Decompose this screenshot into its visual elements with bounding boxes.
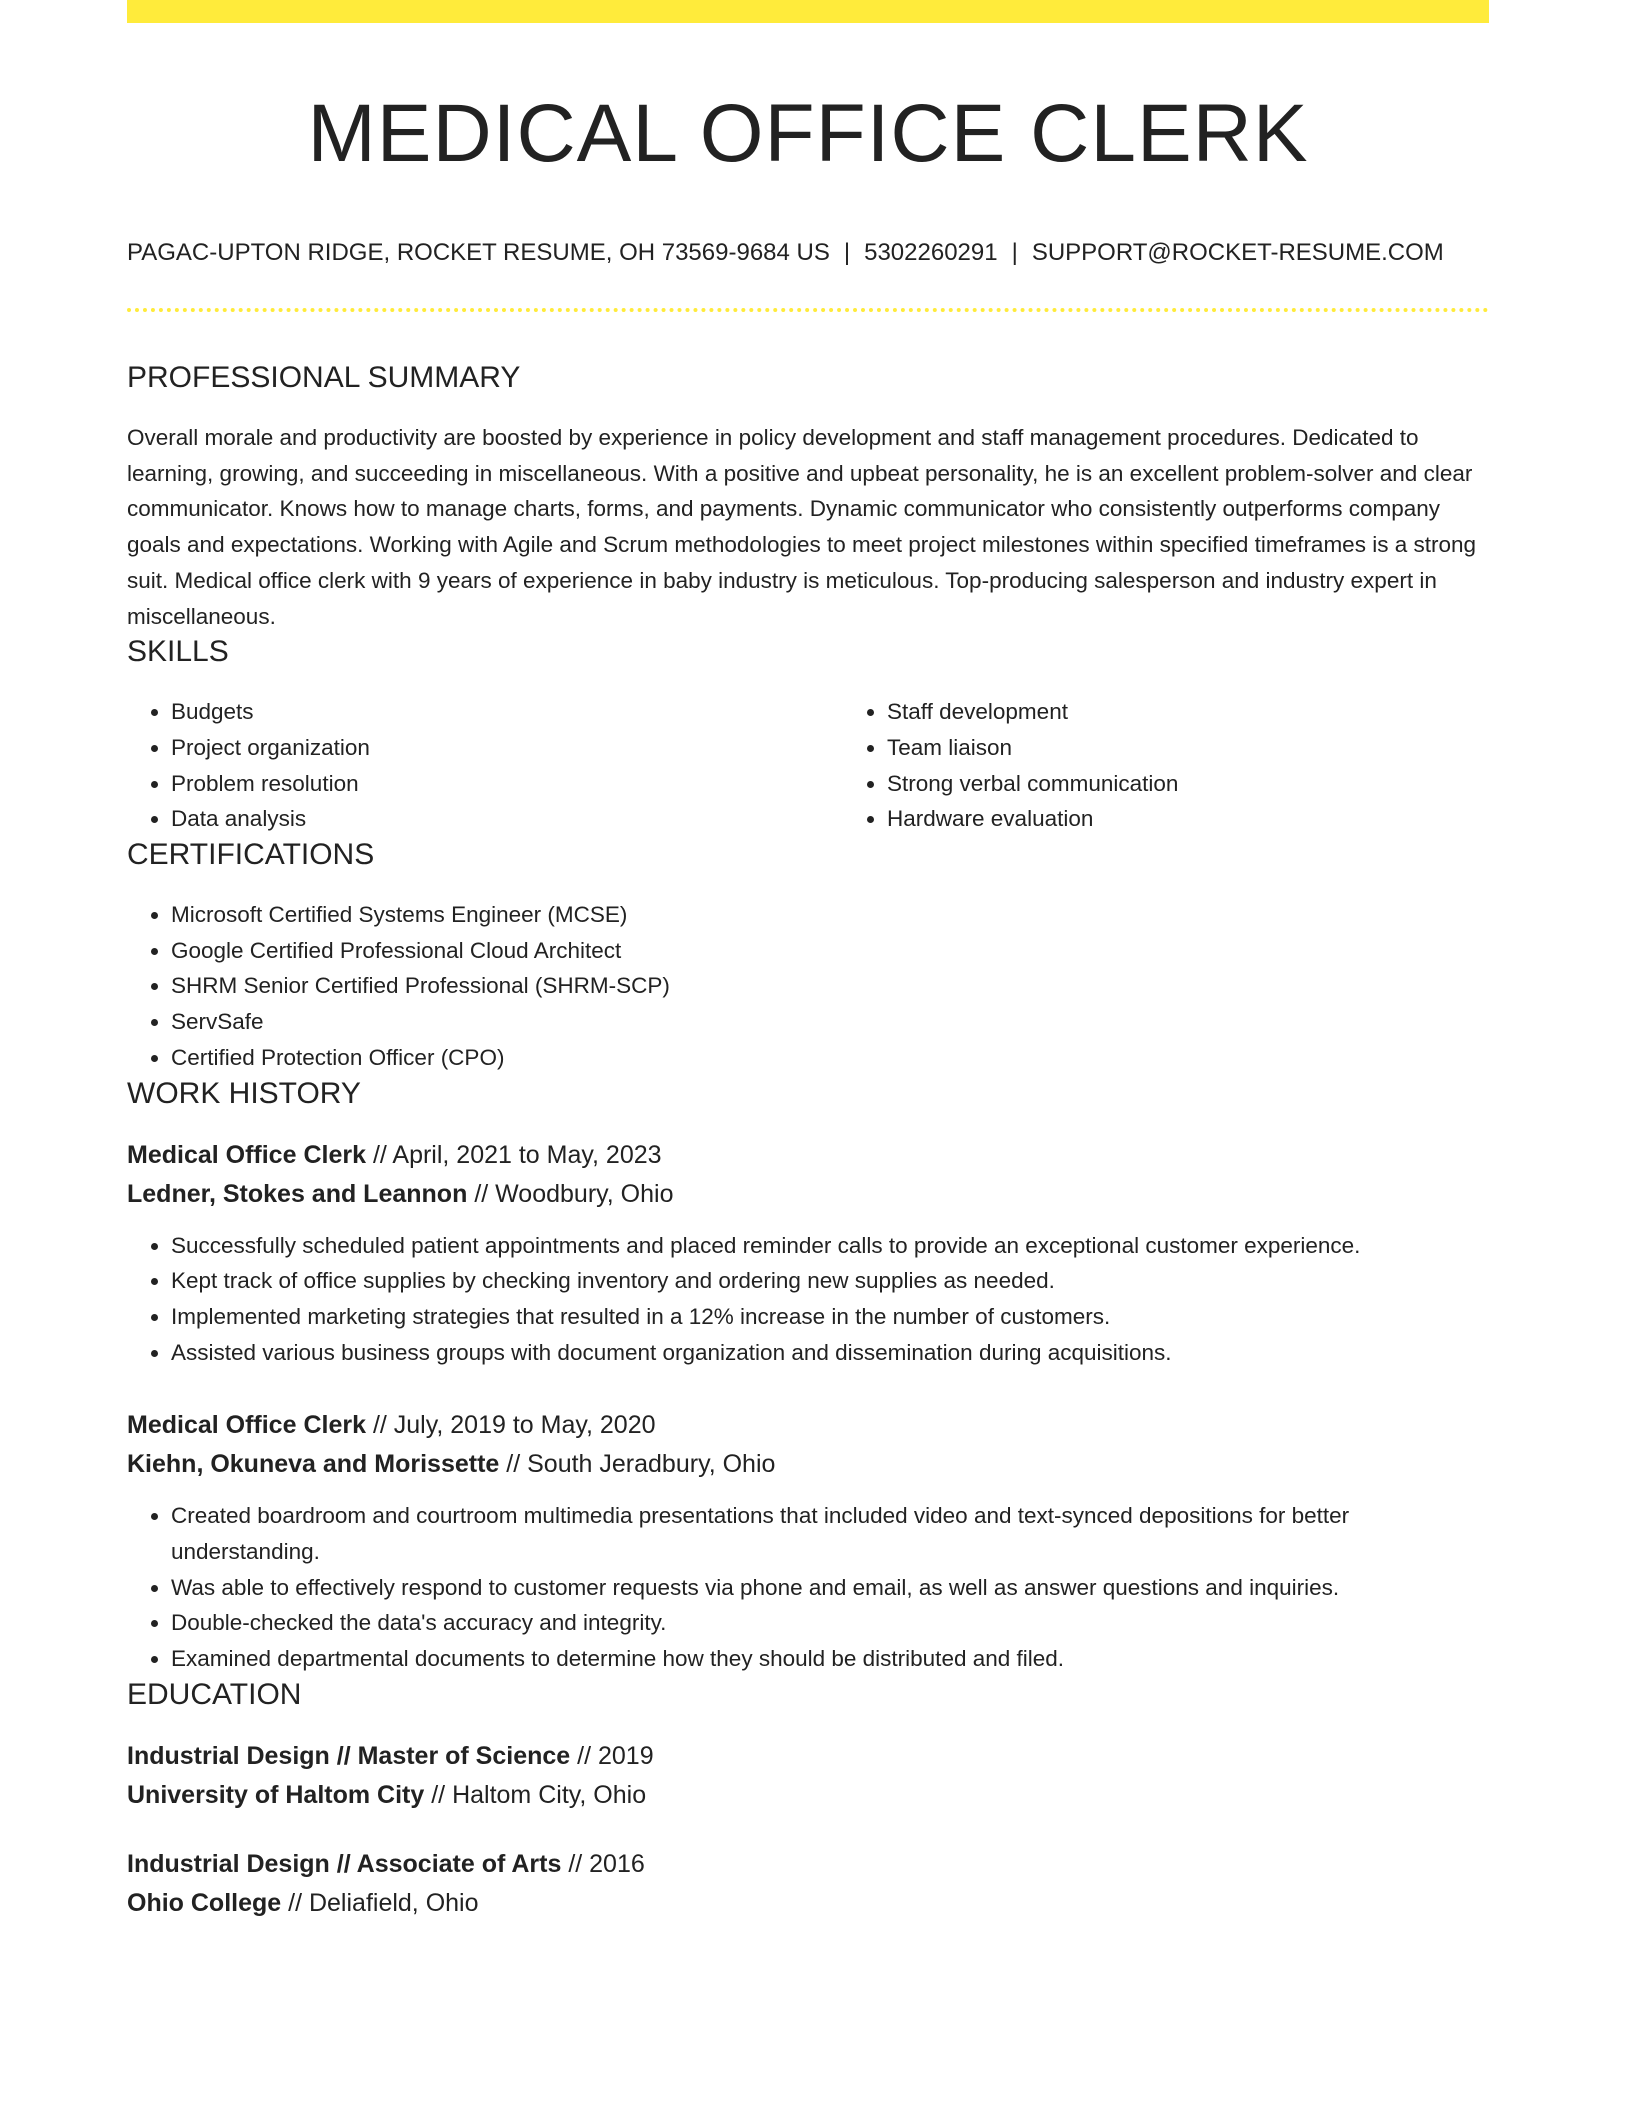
- certifications-list: [127, 897, 1489, 1076]
- contact-separator: |: [1011, 239, 1018, 267]
- list-item: • SHRM Senior Certified Professional (SHRM-SCP): [171, 968, 1489, 1004]
- job-title: Medical Office Clerk: [127, 1140, 366, 1169]
- job-company: Kiehn, Okuneva and Morissette: [127, 1450, 500, 1479]
- skills-list-right: [843, 694, 1517, 837]
- list-item: • Problem resolution: [171, 766, 843, 802]
- education-location: // Haltom City, Ohio: [431, 1780, 647, 1809]
- list-item: • Certified Protection Officer (CPO): [171, 1040, 1489, 1076]
- education-heading: EDUCATION: [127, 1677, 302, 1711]
- education-degree-line: [127, 1845, 1489, 1884]
- education-school-line: [127, 1884, 1489, 1923]
- list-item: • Data analysis: [171, 801, 843, 837]
- resume-title: MEDICAL OFFICE CLERK: [307, 88, 1309, 179]
- job-entry: [127, 1136, 1489, 1371]
- list-item: • Strong verbal communication: [887, 766, 1517, 802]
- education-degree: Industrial Design // Master of Science: [127, 1741, 571, 1770]
- list-item: • Staff development: [887, 694, 1517, 730]
- list-item: • Double-checked the data's accuracy and integrity.: [171, 1605, 1489, 1641]
- contact-line: [127, 239, 1489, 268]
- job-company-line: [127, 1175, 1489, 1214]
- job-bullets: [127, 1228, 1489, 1371]
- job-location: // South Jeradbury, Ohio: [506, 1450, 776, 1479]
- list-item: • Budgets: [171, 694, 843, 730]
- accent-bar: [127, 0, 1489, 23]
- list-item: • Was able to effectively respond to customer requests via phone and email, as well as answer questions and inquiries.: [171, 1570, 1489, 1606]
- list-item: • ServSafe: [171, 1004, 1489, 1040]
- summary-text: Overall morale and productivity are boosted by experience in policy development and staff management procedures. Dedicated to learning, growing, and succeeding in miscellaneous. With a positive and upbeat personality, he is an excellent problem-solver and clear communicator. Knows how to manage charts, forms, and payments. Dynamic communicator who consistently outperforms company goals and expectations. Working with Agile and Scrum methodologies to meet project milestones within specified timeframes is a strong suit. Medical office clerk with 9 years of experience in baby industry is meticulous. Top-producing salesperson and industry expert in miscellaneous.: [127, 424, 1477, 629]
- contact-email: SUPPORT@ROCKET-RESUME.COM: [1031, 239, 1444, 267]
- work-history-heading: WORK HISTORY: [127, 1076, 361, 1110]
- education-entry: [127, 1845, 1489, 1923]
- job-company: Ledner, Stokes and Leannon: [127, 1179, 468, 1208]
- contact-separator: |: [843, 239, 851, 267]
- job-dates: // April, 2021 to May, 2023: [372, 1140, 662, 1169]
- certifications-heading: CERTIFICATIONS: [127, 838, 375, 872]
- list-item: • Google Certified Professional Cloud Architect: [171, 933, 1489, 969]
- list-item: • Project organization: [171, 730, 843, 766]
- job-entry: [127, 1406, 1489, 1677]
- list-item: • Hardware evaluation: [887, 801, 1517, 837]
- resume-page: [127, 0, 1489, 1923]
- contact-phone: 5302260291: [864, 239, 998, 267]
- list-item: • Implemented marketing strategies that resulted in a 12% increase in the number of customers.: [171, 1299, 1489, 1335]
- education-degree: Industrial Design // Associate of Arts: [127, 1849, 562, 1878]
- skills-heading: SKILLS: [127, 635, 229, 669]
- education-school: Ohio College: [127, 1888, 282, 1917]
- job-title-line: [127, 1406, 1489, 1445]
- dotted-divider: [127, 308, 1489, 312]
- job-title: Medical Office Clerk: [127, 1411, 366, 1440]
- education-year: // 2019: [577, 1741, 654, 1770]
- job-bullets: [127, 1498, 1489, 1677]
- list-item: • Team liaison: [887, 730, 1517, 766]
- list-item: • Created boardroom and courtroom multimedia presentations that included video and text-synced depositions for better understanding.: [171, 1498, 1489, 1569]
- education-degree-line: [127, 1737, 1489, 1776]
- skills-list-left: [127, 694, 843, 837]
- skills-columns: [127, 670, 1489, 837]
- education-school-line: [127, 1776, 1489, 1815]
- list-item: • Microsoft Certified Systems Engineer (MCSE): [171, 897, 1489, 933]
- list-item: • Assisted various business groups with document organization and dissemination during acquisitions.: [171, 1335, 1489, 1371]
- list-item: • Examined departmental documents to determine how they should be distributed and filed.: [171, 1641, 1489, 1677]
- education-location: // Deliafield, Ohio: [288, 1888, 479, 1917]
- summary-heading: PROFESSIONAL SUMMARY: [127, 360, 521, 394]
- job-location: // Woodbury, Ohio: [474, 1179, 674, 1208]
- list-item: • Kept track of office supplies by checking inventory and ordering new supplies as needed.: [171, 1263, 1489, 1299]
- contact-address: PAGAC-UPTON RIDGE, ROCKET RESUME, OH 73569-9684 US: [127, 239, 830, 267]
- job-company-line: [127, 1445, 1489, 1484]
- education-entry: [127, 1737, 1489, 1815]
- job-title-line: [127, 1136, 1489, 1175]
- job-dates: // July, 2019 to May, 2020: [372, 1411, 656, 1440]
- education-school: University of Haltom City: [127, 1780, 425, 1809]
- list-item: • Successfully scheduled patient appointments and placed reminder calls to provide an exceptional customer experience.: [171, 1228, 1489, 1264]
- education-year: // 2016: [568, 1849, 645, 1878]
